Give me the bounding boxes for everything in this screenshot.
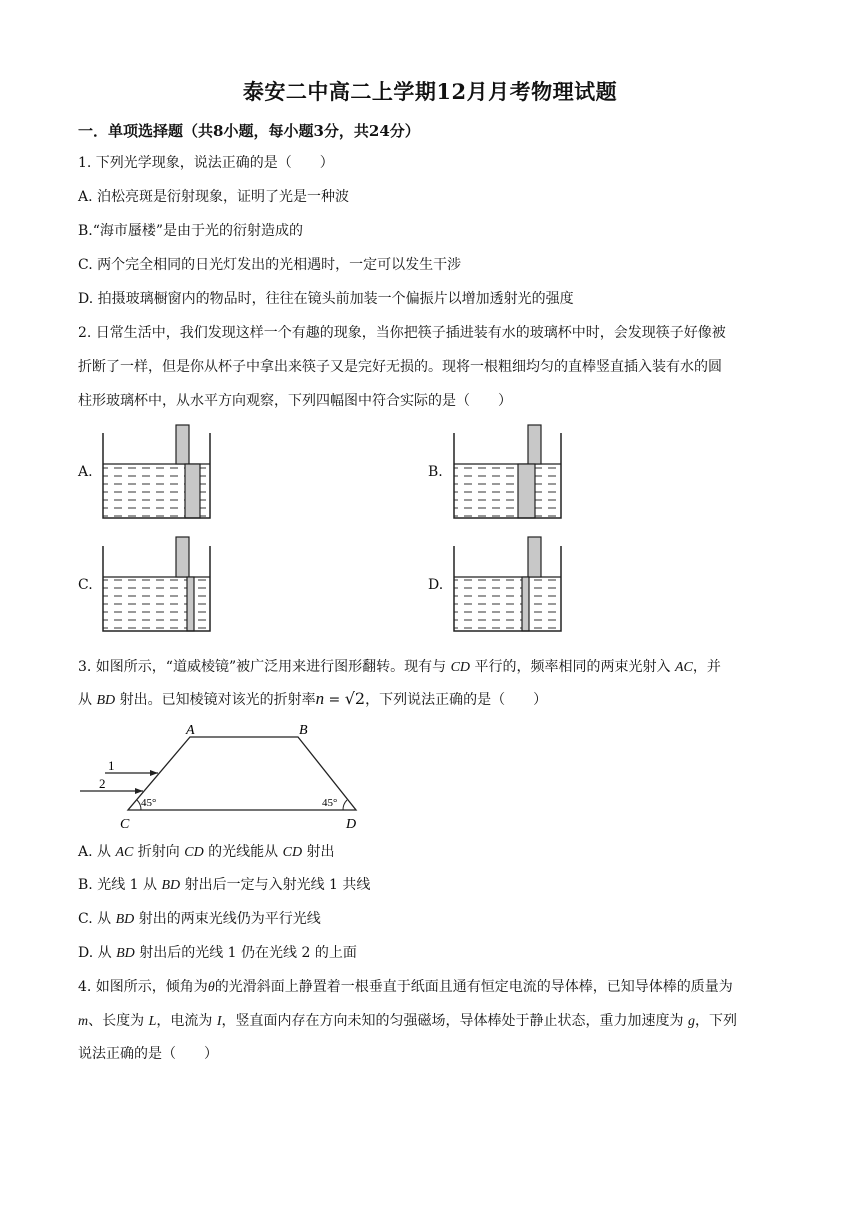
q1-option-d: D. 拍摄玻璃橱窗内的物品时，往往在镜头前加装一个偏振片以增加透射光的强度 (78, 291, 574, 307)
q3-option-b: B. 光线 1 从 BD 射出后一定与入射光线 1 共线 (78, 877, 371, 893)
page-title: 泰安二中高二上学期12月月考物理试题 (242, 79, 618, 104)
q2-figure-c (103, 537, 210, 631)
rod-in-water (185, 464, 200, 518)
rod-in-water (518, 464, 535, 518)
rod-above-water (528, 425, 541, 464)
q2-figure-a (103, 425, 210, 518)
q3-option-a: A. 从 AC 折射向 CD 的光线能从 CD 射出 (78, 844, 335, 860)
q4-stem-line3: 说法正确的是（ ） (78, 1046, 218, 1062)
q3-option-d: D. 从 BD 射出后的光线 1 仍在光线 2 的上面 (78, 945, 357, 961)
rod-in-water (522, 577, 529, 631)
q3-stem-line1: 3. 如图所示，“道威棱镜”被广泛用来进行图形翻转。现有与 CD 平行的，频率相同的两束光射入 AC，并 (78, 659, 721, 675)
q3-prism-figure (80, 723, 356, 832)
q4-stem-line1: 4. 如图所示，倾角为θ的光滑斜面上静置着一根垂直于纸面且通有恒定电流的导体棒，已知导体棒的质量为 (78, 979, 733, 995)
ray-2-label: 2 (99, 776, 106, 791)
q2-option-c-label: C. (78, 577, 93, 593)
q3-option-c: C. 从 BD 射出的两束光线仍为平行光线 (78, 911, 321, 927)
ray-1-label: 1 (108, 758, 115, 773)
angle-d-label: 45° (322, 797, 338, 809)
vertex-b-label: B (299, 723, 308, 738)
q2-stem-line3: 柱形玻璃杯中，从水平方向观察，下列四幅图中符合实际的是（ ） (78, 393, 512, 409)
q4-stem-line2: m、长度为 L，电流为 I，竖直面内存在方向未知的匀强磁场，导体棒处于静止状态，重力加速度为 g，下列 (78, 1013, 737, 1029)
q2-stem-line1: 2. 日常生活中，我们发现这样一个有趣的现象，当你把筷子插进装有水的玻璃杯中时，会发现筷子好像被 (78, 325, 726, 341)
q2-option-d-label: D. (428, 577, 444, 593)
rod-in-water (187, 577, 194, 631)
rod-above-water (176, 425, 189, 464)
q3-stem-line2: 从 BD 射出。已知棱镜对该光的折射率n = √2，下列说法正确的是（ ） (78, 689, 548, 708)
q2-option-b-label: B. (428, 464, 443, 480)
q1-stem: 1. 下列光学现象，说法正确的是（ ） (78, 155, 334, 171)
q2-stem-line2: 折断了一样，但是你从杯子中拿出来筷子又是完好无损的。现将一根粗细均匀的直棒竖直插入装有水的圆 (78, 359, 722, 375)
q1-option-a: A. 泊松亮斑是衍射现象，证明了光是一种波 (78, 189, 350, 205)
q1-option-c: C. 两个完全相同的日光灯发出的光相遇时，一定可以发生干涉 (78, 257, 462, 273)
section-heading: 一．单项选择题（共8小题，每小题3分，共24分） (78, 122, 420, 140)
vertex-a-label: A (186, 723, 195, 738)
angle-c-label: 45° (141, 797, 157, 809)
q2-figure-b (454, 425, 561, 518)
q1-option-b: B.“海市蜃楼”是由于光的衍射造成的 (78, 223, 304, 239)
rod-above-water (528, 537, 541, 577)
rod-above-water (176, 537, 189, 577)
vertex-c-label: C (120, 817, 130, 832)
vertex-d-label: D (346, 817, 357, 832)
q2-option-a-label: A. (78, 464, 93, 480)
q2-figure-d (454, 537, 561, 631)
